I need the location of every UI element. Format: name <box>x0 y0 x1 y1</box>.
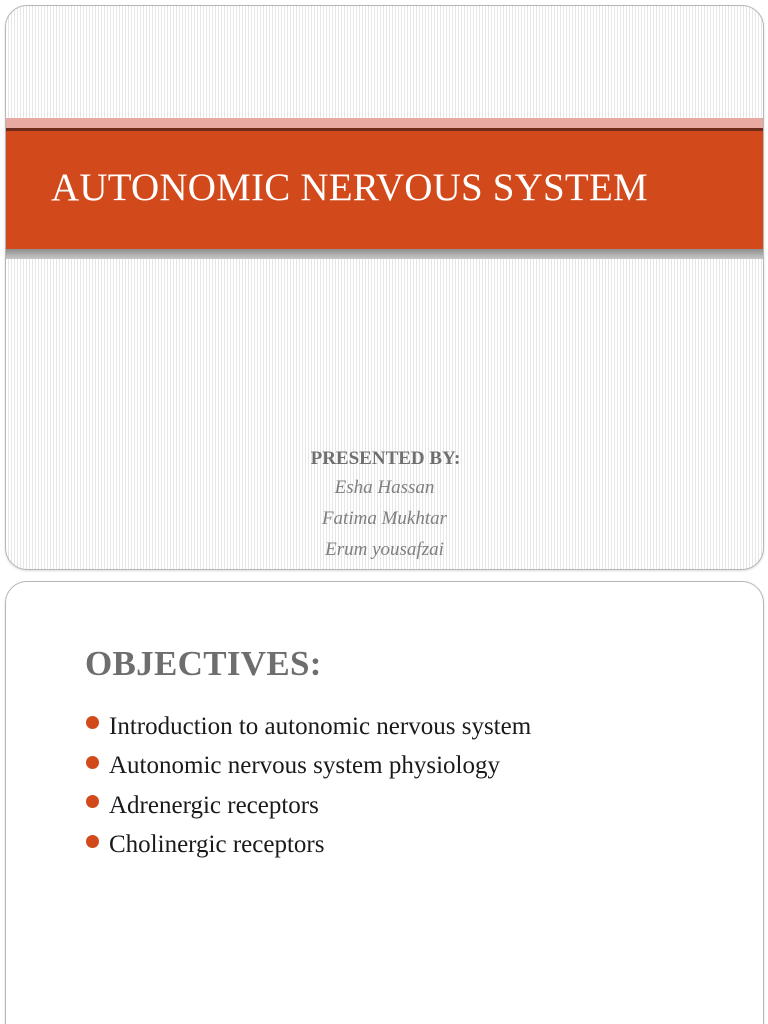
list-item <box>86 786 531 826</box>
slide-title: AUTONOMIC NERVOUS SYSTEM <box>51 165 648 209</box>
bullet-dot-icon <box>86 756 99 769</box>
list-item-text: Autonomic nervous system physiology <box>109 752 500 780</box>
objectives-heading: OBJECTIVES: <box>85 644 322 683</box>
list-item <box>86 707 531 747</box>
bullet-dot-icon <box>86 716 99 729</box>
title-band <box>6 131 763 249</box>
presented-by-label: PRESENTED BY: <box>310 448 461 469</box>
list-item-text: Introduction to autonomic nervous system <box>109 712 532 740</box>
title-band-top-accent <box>6 118 763 128</box>
presenters-block <box>6 448 763 565</box>
list-item-text: Adrenergic receptors <box>109 791 319 819</box>
presenter-name: Esha Hassan <box>334 477 435 498</box>
list-item-text: Cholinergic receptors <box>109 831 325 859</box>
list-item <box>86 747 531 787</box>
title-slide <box>5 5 764 570</box>
list-item <box>86 826 531 866</box>
bullet-dot-icon <box>86 795 99 808</box>
objectives-list <box>86 707 531 865</box>
objectives-slide <box>5 581 764 1024</box>
bullet-dot-icon <box>86 835 99 848</box>
presenter-name: Erum yousafzai <box>325 539 444 560</box>
presenter-name: Fatima Mukhtar <box>321 508 448 529</box>
title-band-shadow <box>6 249 763 259</box>
